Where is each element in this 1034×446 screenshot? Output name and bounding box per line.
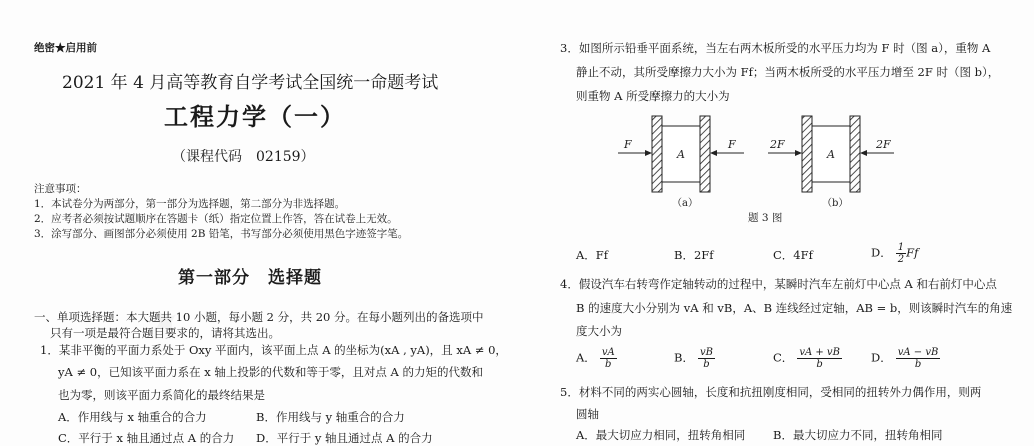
right-board [700, 116, 710, 192]
q3-line1: 3．如图所示铅垂平面系统，当左右两木板所受的水平压力均为 F 时（图 a），重物 A [560, 41, 991, 55]
q3-option-a: A．Ff [576, 248, 609, 262]
q5-option-b: B．最大切应力不同，扭转角相同 [773, 428, 943, 442]
note-item-3: 3．涂写部分、画图部分必须使用 2B 铅笔，书写部分必须使用黑色字迹签字笔。 [34, 228, 409, 240]
arrow-head-icon [645, 150, 652, 156]
section-instruction-line2: 只有一项是最符合题目要求的，请将其选出。 [50, 326, 280, 340]
q5-line2: 圆轴 [576, 407, 599, 421]
note-item-1: 1．本试卷分为两部分，第一部分为选择题，第二部分为非选择题。 [34, 198, 346, 210]
right-board [850, 116, 860, 192]
q4-option-c: C． $\frac{vA + vB}{b}$ [773, 347, 840, 370]
q4-option-a: A． $\frac{vA}{b}$ [576, 347, 615, 370]
q4-line2: B 的速度大小分别为 vA 和 vB，A、B 连线经过定轴，AB = b，则该瞬时汽车的角速 [576, 301, 1013, 315]
secret-label: 绝密★启用前 [34, 42, 97, 54]
q4-option-d: D． $\frac{vA - vB}{b}$ [871, 347, 939, 370]
q3-option-c: C．4Ff [773, 248, 813, 262]
note-item-2: 2．应考者必须按试题顺序在答题卡（纸）指定位置上作答，答在试卷上无效。 [34, 213, 398, 225]
subject-title: 工程力学（一） [164, 102, 346, 131]
force-label-b-left: 2F [770, 138, 785, 151]
q1-line3: 也为零，则该平面力系简化的最终结果是 [58, 388, 265, 402]
q5-line1: 5．材料不同的两实心圆轴，长度和抗扭刚度相同，受相同的扭转外力偶作用，则两 [560, 385, 982, 399]
arrow-head-icon [795, 150, 802, 156]
q3-line3: 则重物 A 所受摩擦力的大小为 [576, 89, 730, 103]
section-instruction-line1: 一、单项选择题：本大题共 10 小题，每小题 2 分，共 20 分。在每小题列出的备选项中 [34, 310, 484, 324]
q4-option-b: B． $\frac{vB}{b}$ [674, 347, 713, 370]
q3-option-d: D． $\frac{1}{2}$ Ff [871, 242, 919, 265]
left-board [652, 116, 662, 192]
block-label-a: A [677, 148, 685, 161]
force-label-a-left: F [624, 138, 632, 151]
block-label-b: A [827, 148, 835, 161]
force-label-a-right: F [728, 138, 736, 151]
q5-option-a: A．最大切应力相同，扭转角相同 [576, 428, 746, 442]
caption-a: （a） [672, 198, 698, 209]
q4-line1: 4．假设汽车右转弯作定轴转动的过程中，某瞬时汽车左前灯中心点 A 和右前灯中心点 [560, 277, 997, 291]
q1-line1: 1．某非平衡的平面力系处于 Oxy 平面内，该平面上点 A 的坐标为(xA , yA)，且 xA ≠ 0， [40, 343, 507, 357]
arrow-head-icon [860, 150, 867, 156]
caption-b: （b） [822, 198, 849, 209]
q4-line3: 度大小为 [576, 324, 622, 338]
left-board [802, 116, 812, 192]
q1-option-d: D．平行于 y 轴且通过点 A 的合力 [256, 431, 433, 445]
exam-title: 2021 年 4 月高等教育自学考试全国统一命题考试 [62, 73, 439, 93]
q3-figure [600, 108, 920, 213]
q1-option-b: B．作用线与 y 轴重合的合力 [256, 410, 405, 424]
course-code: （课程代码 02159） [172, 149, 315, 165]
q1-option-a: A．作用线与 x 轴重合的合力 [58, 410, 207, 424]
arrow-head-icon [710, 150, 717, 156]
q1-line2: yA ≠ 0，已知该平面力系在 x 轴上投影的代数和等于零，且对点 A 的力矩的代数和 [58, 365, 483, 379]
figure-caption: 题 3 图 [748, 212, 783, 224]
q1-option-c: C．平行于 x 轴且通过点 A 的合力 [58, 431, 235, 445]
force-label-b-right: 2F [876, 138, 891, 151]
q3-line2: 静止不动，其所受摩擦力大小为 Ff；当两木板所受的水平压力增至 2F 时（图 b）， [576, 65, 1000, 79]
part1-title: 第一部分 选择题 [178, 268, 322, 288]
notes-heading: 注意事项： [34, 183, 87, 195]
q3-option-b: B．2Ff [674, 248, 714, 262]
